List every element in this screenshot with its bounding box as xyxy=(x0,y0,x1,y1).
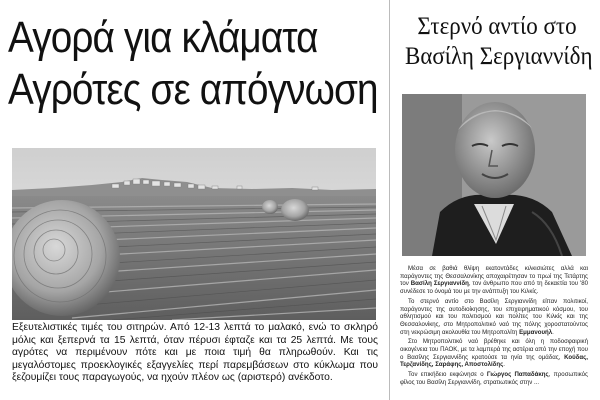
obituary-paragraph: Τον επικήδειο εκφώνησε ο Γιώργος Παπαδάκης, προσωπικός φίλος του Βασίλη Σεργιαννίδη, στρατιωτικός στην ... xyxy=(400,371,588,386)
right-article xyxy=(392,0,600,400)
obituary-body xyxy=(400,265,588,389)
headline xyxy=(8,12,378,116)
obituary-headline-line-2: Βασίλη Σεργιαννίδη xyxy=(405,43,593,70)
column-divider xyxy=(389,0,390,400)
obituary-headline-line-1: Στερνό αντίο στο xyxy=(417,13,577,40)
hay-field-photo xyxy=(12,148,376,320)
headline-line-1: Αγορά για κλάματα xyxy=(8,13,318,62)
headline-line-2: Αγρότες σε απόγνωση xyxy=(8,65,378,114)
portrait-photo xyxy=(402,94,586,256)
lead-paragraph: Εξευτελιστικές τιμές του σιτηρών. Από 12-13 λεπτά το μαλακό, ενώ το σκληρό μόλις και ξεπερνά τα 15 λεπτά, όταν πέρυσι έφταζε και τα 25 λεπτά. Με τους αγρότες να περιμένουν πότε και με ποια τιμή θα πληρωθούν. Και τις μεγαλόστομες προεκλογικές εξαγγελίες περί παρεμβάσεων στο κύκλωμα που ξεζουμίζει τους παραγωγούς, να ηχούν πλέον ως (αριστερό) ανέκδοτο. xyxy=(12,322,378,384)
obituary-headline xyxy=(405,12,593,72)
obituary-paragraph: Μέσα σε βαθιά θλίψη εκατοντάδες κιλκισιώτες αλλά και παράγοντες της Θεσσαλονίκης αποχαιρέτησαν το πρωί της Τετάρτης τον Βασίλη Σεργιαννίδη, τον άνθρωπο που από τη δεκαετία του '80 συνέδεσε το όνομά του με την ανάπτυξη του Κιλκίς. xyxy=(400,265,588,296)
obituary-paragraph: Στο Μητροπολιτικό ναό βρέθηκε και όλη η ποδοσφαιρική οικογένεια του ΠΑΟΚ, με τα λαμπερά της αστέρια από την εποχή που ο Βασίλης Σεργιαννίδης κρατούσε τα ηνία της ομάδας, Κούδας, Τερζανίδης, Σαράφης, Αποστολίδης. xyxy=(400,338,588,369)
obituary-paragraph: Το στερνό αντίο στο Βασίλη Σεργιαννίδη είπαν πολιτικοί, παράγοντες της αυτοδιοίκησης, του επιχειρηματικού κόσμου, του αθλητισμού και του πολιτισμού και πολίτες του Κιλκίς και της Θεσσαλονίκης, στο Μητροπολιτικό ναό της πόλης χοροστατούντος στη νεκρώσιμη ακολουθία του Μητροπολίτη Εμμανουήλ. xyxy=(400,297,588,336)
